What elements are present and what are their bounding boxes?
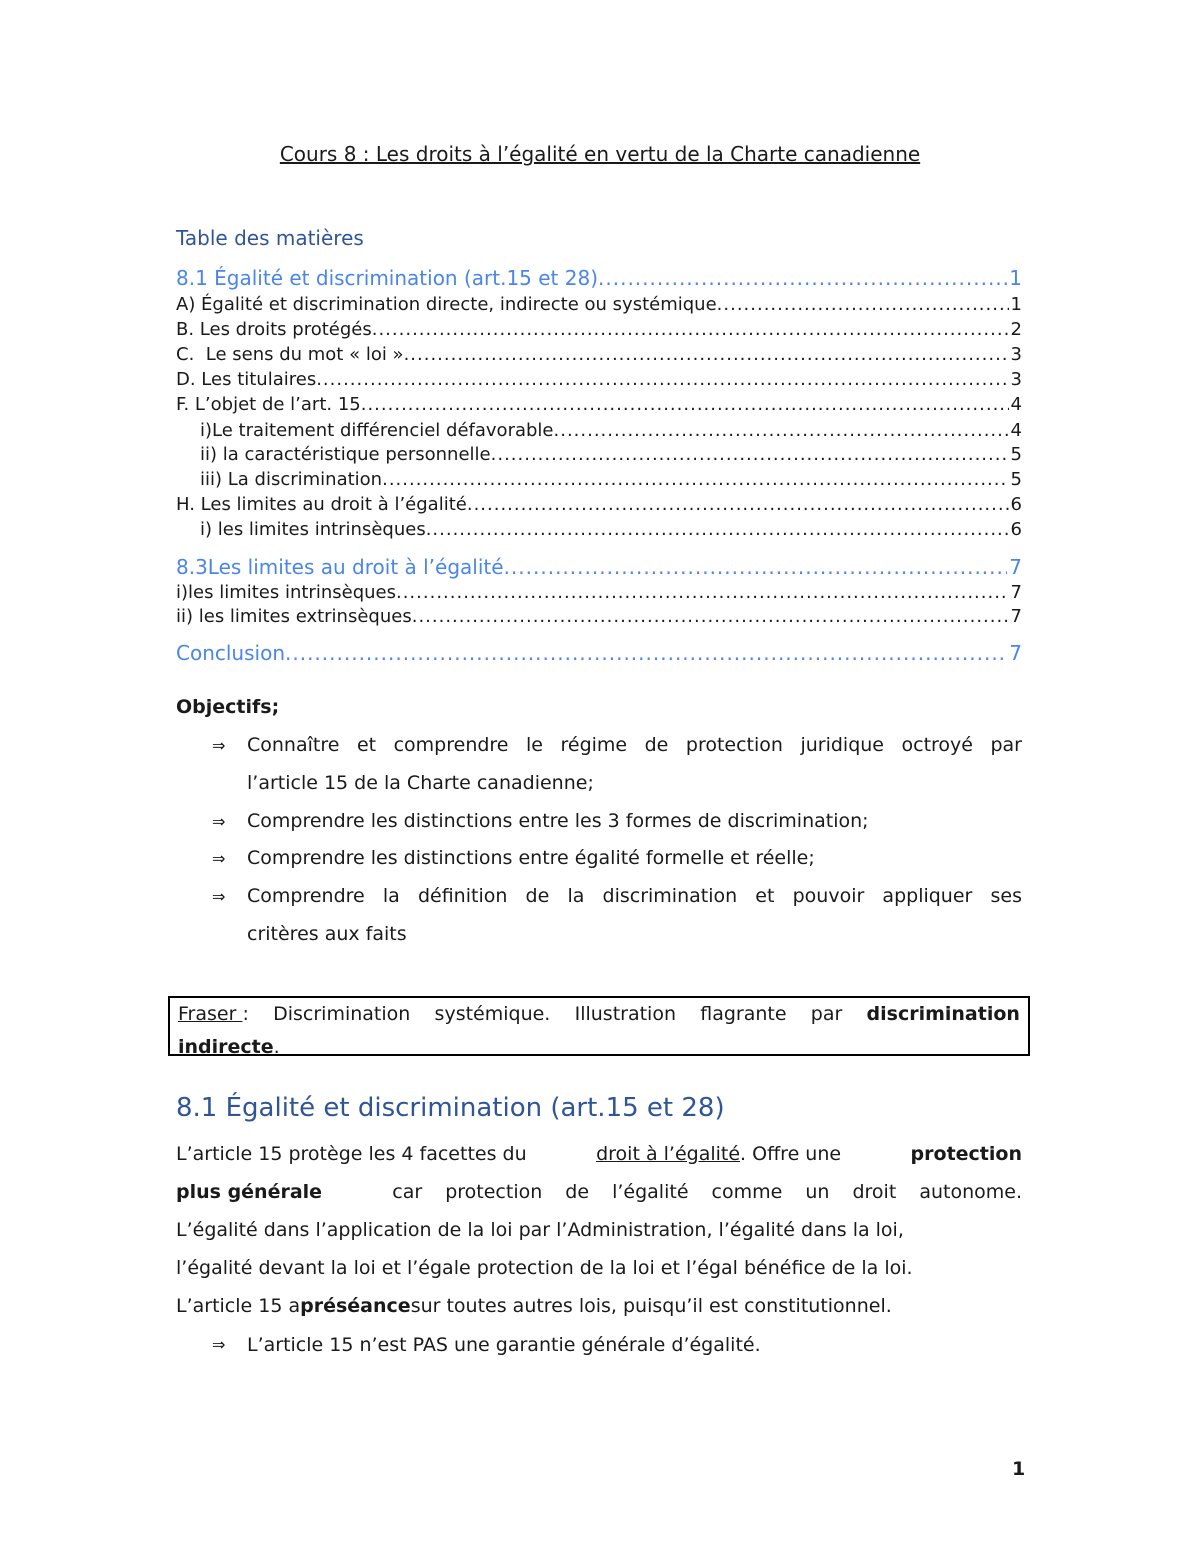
document-page: Cours 8 : Les droits à l’égalité en vertu de la Charte canadienne Table des matières 8.1 Égalité et discrimination (art.15 et 28) ..... 1 A) Égalité et discrimination directe, indirecte ou systémique ..... 1 B. Les droits protégés ..... 2 C. Le sens du mot « loi » ..... 3 D. Les titulaires ..... 3 F. L’objet de l’art. 15 ..... 4 i)Le traitement différenciel défavorable ..... 4 ii) la caractéristique personnelle ..... 5 iii) La discrimination ..... 5 H. Les limites au droit à l’égalité ..... 6 i) les limites intrinsèques ..... 6 8.3Les limites au droit à l’égalité ..... 7 i)les limites intrinsèques ..... 7 ii) les limites extrinsèques ..... 7 Conclusion ..... 7 Objectifs; ⇒ Connaître et comprendre le régime de protection juridique octroyé par l’article 15 de la Charte canadienne; ⇒ Comprendre les distinctions entre les 3 formes de discrimination; ⇒ Comprendre les distinctions entre égalité formelle et réelle; ⇒ Comprendre la définition de la discrimination et pouvoir appliquer ses critères aux faits Fraser : Discrimination systémique. Illustration flagrante par discrimination indirecte. 8.1 Égalité et discrimination (art.15 et 28) L’article 15 protège les 4 facettes du droit à l’égalité. Offre une protection plus générale car protection de l’égalité comme un droit autonome. L’égalité dans l’application de la loi par l’Administration, l’égalité dans la loi, l’égalité devant la loi et l’égale protection de la loi et l’égal bénéfice de la loi. L’article 15 a préséance sur toutes autres lois, puisqu’il est constitutionnel. ⇒ L’article 15 n’est PAS une garantie générale d’égalité. 1	[0, 0, 1200, 1553]
toc-heading: Table des matières	[176, 226, 364, 250]
fraser-callout-box: Fraser : Discrimination systémique. Illustration flagrante par discrimination indirecte.	[168, 996, 1030, 1056]
arrow-right-icon: ⇒	[212, 736, 226, 755]
toc-entry[interactable]: iii) La discrimination ..... 5	[176, 468, 1022, 492]
toc-entry[interactable]: i) les limites intrinsèques ..... 6	[176, 518, 1022, 542]
case-name: Fraser	[178, 1003, 243, 1025]
objectives-title: Objectifs;	[176, 696, 280, 718]
objective-line: Comprendre la définition de la discrimination et pouvoir appliquer ses	[247, 885, 1022, 907]
page-number: 1	[1012, 1458, 1026, 1480]
toc-entry[interactable]: B. Les droits protégés ..... 2	[176, 318, 1022, 342]
objective-line: Comprendre les distinctions entre les 3 formes de discrimination;	[247, 810, 869, 832]
arrow-right-icon: ⇒	[212, 812, 226, 831]
toc-entry[interactable]: Conclusion ..... 7	[176, 641, 1022, 665]
objective-line: Comprendre les distinctions entre égalité formelle et réelle;	[247, 847, 815, 869]
toc-entry[interactable]: 8.3Les limites au droit à l’égalité ..... 7	[176, 555, 1022, 579]
toc-entry[interactable]: ii) les limites extrinsèques ..... 7	[176, 605, 1022, 629]
objective-line: critères aux faits	[247, 923, 407, 945]
toc-entry[interactable]: C. Le sens du mot « loi » ..... 3	[176, 343, 1022, 367]
arrow-right-icon: ⇒	[212, 887, 226, 906]
arrow-right-icon: ⇒	[212, 1335, 226, 1354]
toc-entry[interactable]: ii) la caractéristique personnelle ..... 5	[176, 443, 1022, 467]
toc-entry[interactable]: F. L’objet de l’art. 15 ..... 4	[176, 393, 1022, 417]
objective-line: l’article 15 de la Charte canadienne;	[247, 772, 594, 794]
section-heading: 8.1 Égalité et discrimination (art.15 et 28)	[176, 1093, 725, 1123]
toc-entry[interactable]: 8.1 Égalité et discrimination (art.15 et 28) ..... 1	[176, 266, 1022, 290]
toc-entry[interactable]: i)les limites intrinsèques ..... 7	[176, 581, 1022, 605]
section-paragraph: L’article 15 protège les 4 facettes du droit à l’égalité. Offre une protection plus générale car protection de l’égalité comme un droit autonome. L’égalité dans l’application de la loi par l’Administration, l’égalité dans la loi, l’égalité devant la loi et l’égale protection de la loi et l’égal bénéfice de la loi. L’article 15 a préséance sur toutes autres lois, puisqu’il est constitutionnel.	[176, 1143, 1022, 1317]
document-title: Cours 8 : Les droits à l’égalité en vertu de la Charte canadienne	[279, 142, 921, 166]
underlined-term: droit à l’égalité	[596, 1143, 741, 1165]
toc-entry[interactable]: D. Les titulaires ..... 3	[176, 368, 1022, 392]
arrow-right-icon: ⇒	[212, 849, 226, 868]
toc-entry[interactable]: A) Égalité et discrimination directe, indirecte ou systémique ..... 1	[176, 293, 1022, 317]
toc-entry[interactable]: i)Le traitement différenciel défavorable ..... 4	[176, 419, 1022, 443]
objective-line: Connaître et comprendre le régime de protection juridique octroyé par	[247, 734, 1022, 756]
toc-entry[interactable]: H. Les limites au droit à l’égalité ..... 6	[176, 493, 1022, 517]
